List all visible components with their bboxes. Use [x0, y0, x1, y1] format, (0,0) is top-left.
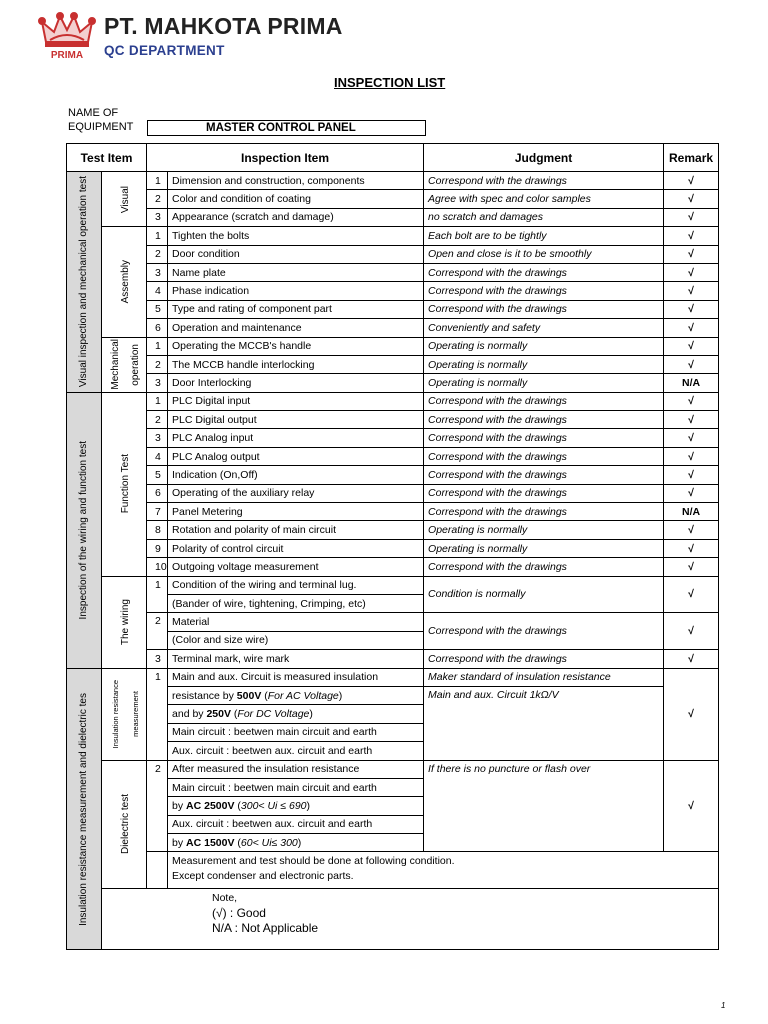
document-title: INSPECTION LIST [334, 75, 446, 90]
table-row [67, 852, 719, 889]
table-row: The wiring 1 Condition of the wiring and terminal lug. Condition is normally √ [67, 576, 719, 594]
table-row: Visual inspection and mechanical operation test Visual 1 Dimension and construction, components Correspond with the drawings √ [67, 172, 719, 190]
inspection-table [66, 143, 719, 950]
table-row: Aux. circuit : beetwen aux. circuit and earth [67, 742, 719, 760]
group-label-visual: Visual [102, 172, 147, 227]
table-row: 4 PLC Analog output Correspond with the drawings √ [67, 447, 719, 465]
table-row: by AC 2500V (300< Ui ≤ 690) [67, 797, 719, 815]
group-label-function-test: Function Test [102, 392, 147, 576]
section-label-insulation: Insulation resistance measurement and dielectric tes [67, 668, 102, 950]
group-label-dielectric: Dielectric test [102, 760, 147, 889]
svg-text:PRIMA: PRIMA [50, 50, 84, 61]
table-row: 7 Panel Metering Correspond with the drawings N/A [67, 503, 719, 521]
table-row: and by 250V (For DC Voltage) [67, 705, 719, 723]
group-label-insulation: Insulation resistance measurement [102, 668, 147, 760]
table-row: resistance by 500V (For AC Voltage) Main and aux. Circuit 1kΩ/V [67, 686, 719, 704]
table-header-row [67, 144, 719, 172]
table-row: 3 Appearance (scratch and damage) no scratch and damages √ [67, 208, 719, 226]
table-row: (Color and size wire) [67, 631, 719, 649]
table-row: 3 Name plate Correspond with the drawings √ [67, 263, 719, 281]
table-row: 10 Outgoing voltage measurement Correspond with the drawings √ [67, 558, 719, 576]
table-row: 2 PLC Digital output Correspond with the drawings √ [67, 411, 719, 429]
table-row: Main circuit : beetwen main circuit and earth [67, 778, 719, 796]
table-row: (Bander of wire, tightening, Crimping, etc) [67, 594, 719, 612]
table-row: Inspection of the wiring and function test Function Test 1 PLC Digital input Correspond with the drawings √ [67, 392, 719, 410]
group-label-mechanical: Mechanical operation [102, 337, 147, 392]
crown-icon [36, 12, 98, 62]
table-row: 6 Operating of the auxiliary relay Correspond with the drawings √ [67, 484, 719, 502]
table-row: 8 Rotation and polarity of main circuit Operating is normally √ [67, 521, 719, 539]
note-block: Note, (√) : Good N/A : Not Applicable [102, 889, 719, 950]
section-label-visual: Visual inspection and mechanical operation test [67, 172, 102, 393]
equipment-label: NAME OF EQUIPMENT [68, 107, 134, 133]
table-row: 5 Type and rating of component part Correspond with the drawings √ [67, 300, 719, 318]
table-row: 3 Terminal mark, wire mark Correspond with the drawings √ [67, 650, 719, 668]
table-row: 4 Phase indication Correspond with the drawings √ [67, 282, 719, 300]
col-header-inspection-item: Inspection Item [147, 144, 424, 172]
equipment-name-field: MASTER CONTROL PANEL [147, 120, 426, 136]
table-row: Assembly 1 Tighten the bolts Each bolt are to be tightly √ [67, 227, 719, 245]
company-name: PT. MAHKOTA PRIMA [104, 13, 343, 39]
table-row: Insulation resistance measurement and dielectric tes Insulation resistance measurement 1 Main and aux. Circuit is measured insulation Maker standard of insulation resistance √ [67, 668, 719, 686]
col-header-judgment: Judgment [424, 144, 664, 172]
col-header-test-item: Test Item [67, 144, 147, 172]
table-row: Mechanical operation 1 Operating the MCCB's handle Operating is normally √ [67, 337, 719, 355]
company-logo [36, 12, 98, 62]
table-row: 3 Door Interlocking Operating is normally N/A [67, 374, 719, 392]
table-row: 2 Color and condition of coating Agree with spec and color samples √ [67, 190, 719, 208]
table-row: 6 Operation and maintenance Conveniently and safety √ [67, 319, 719, 337]
table-row [67, 889, 719, 950]
table-row: 9 Polarity of control circuit Operating is normally √ [67, 539, 719, 557]
group-label-assembly: Assembly [102, 227, 147, 337]
col-header-remark: Remark [664, 144, 719, 172]
table-row: Main circuit : beetwen main circuit and earth [67, 723, 719, 741]
table-row: 2 The MCCB handle interlocking Operating is normally √ [67, 355, 719, 373]
table-row: 3 PLC Analog input Correspond with the drawings √ [67, 429, 719, 447]
table-row: 2 Door condition Open and close is it to be smoothly √ [67, 245, 719, 263]
table-row: Dielectric test 2 After measured the insulation resistance If there is no puncture or flash over √ [67, 760, 719, 778]
group-label-wiring: The wiring [102, 576, 147, 668]
table-row: by AC 1500V (60< Ui≤ 300) [67, 834, 719, 852]
page-number: 1 [721, 1001, 726, 1010]
table-row: Aux. circuit : beetwen aux. circuit and earth [67, 815, 719, 833]
table-row: 5 Indication (On,Off) Correspond with the drawings √ [67, 466, 719, 484]
section-label-wiring: Inspection of the wiring and function test [67, 392, 102, 668]
table-row: 2 Material Correspond with the drawings √ [67, 613, 719, 631]
test-condition: Measurement and test should be done at following condition. Except condenser and electronic parts. [168, 852, 719, 889]
department-name: QC DEPARTMENT [104, 43, 225, 58]
